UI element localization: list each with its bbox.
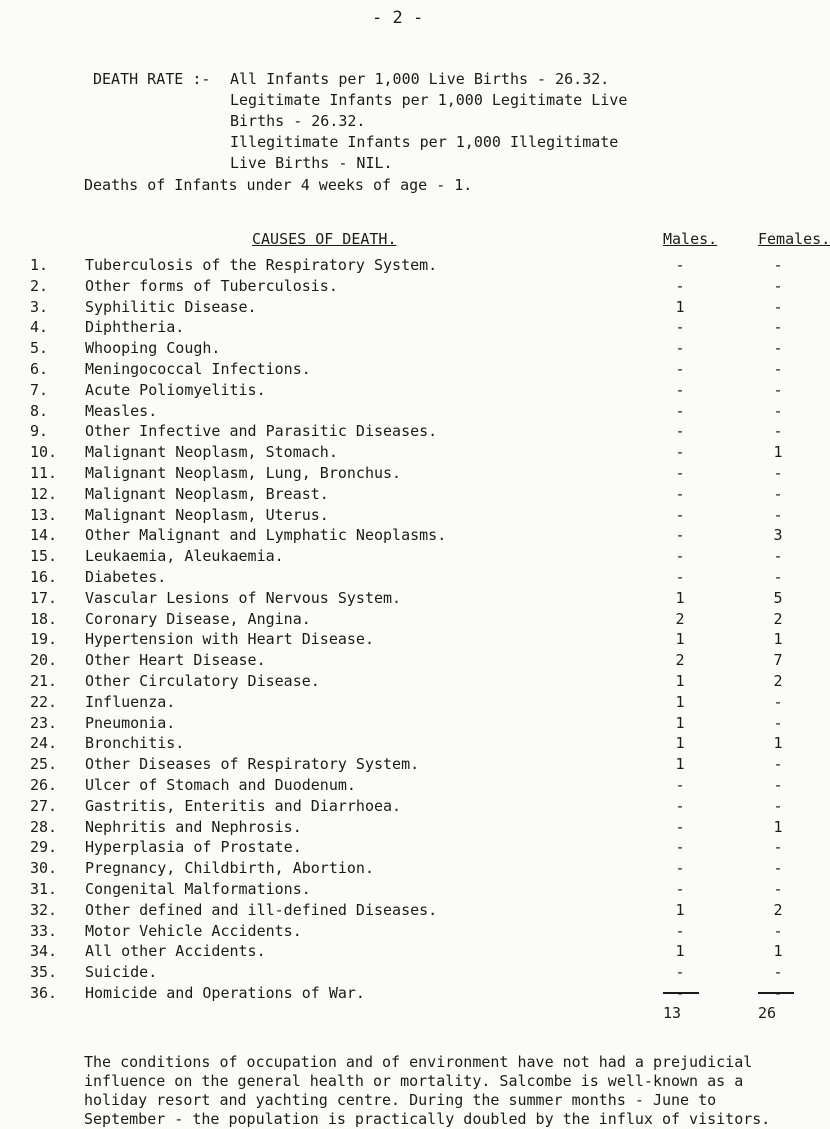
cause-name: Meningococcal Infections. [85,360,311,378]
death-rate-label: DEATH RATE :- [93,70,211,88]
cause-name: Tuberculosis of the Respiratory System. [85,256,438,274]
males-count: 1 [675,588,685,607]
cause-row [0,506,800,526]
cause-name: Vascular Lesions of Nervous System. [85,588,402,607]
females-count: 2 [773,609,783,628]
cause-row [0,963,800,983]
females-count: - [773,859,783,878]
cause-row [0,443,800,463]
females-count: - [773,776,783,794]
cause-row [0,651,800,671]
females-count: - [773,484,783,503]
cause-number: 28. [30,817,58,836]
death-rate-line: Live Births - NIL. [230,154,393,172]
cause-name: Coronary Disease, Angina. [85,609,311,628]
cause-row [0,922,800,942]
females-count: - [773,464,783,482]
females-count: 1 [773,817,783,836]
cause-number: 16. [30,568,58,586]
cause-number: 29. [30,838,58,857]
females-count: - [773,505,783,524]
females-count: - [773,692,783,711]
causes-of-death-title: CAUSES OF DEATH. [252,230,397,248]
males-count: - [675,360,685,378]
cause-row [0,589,800,609]
males-count: - [675,547,685,566]
females-count: - [773,422,783,441]
females-count: 7 [773,651,783,670]
males-count: - [675,838,685,857]
males-count: - [675,776,685,794]
females-count: - [773,547,783,566]
females-count: 3 [773,526,783,545]
cause-number: 17. [30,588,58,607]
cause-name: Other Diseases of Respiratory System. [85,755,420,774]
cause-row [0,381,800,401]
cause-name: All other Accidents. [85,942,266,961]
death-rate-line: Births - 26.32. [230,112,366,130]
males-count: - [675,859,685,878]
cause-name: Diabetes. [85,568,167,586]
cause-row [0,256,800,276]
cause-row [0,672,800,692]
cause-row [0,277,800,297]
cause-number: 18. [30,609,58,628]
cause-number: 23. [30,713,58,732]
cause-name: Diphtheria. [85,318,185,337]
males-count: - [675,443,685,462]
females-total-rule [758,992,794,994]
females-count: 1 [773,630,783,649]
males-count: - [675,921,685,940]
females-total: 26 [758,1004,777,1022]
males-count: - [675,880,685,898]
cause-row [0,630,800,650]
cause-row [0,464,800,484]
cause-name: Pneumonia. [85,713,176,732]
cause-number: 33. [30,921,58,940]
cause-number: 32. [30,900,58,919]
males-count: - [675,276,685,295]
cause-number: 30. [30,859,58,878]
cause-row [0,693,800,713]
females-count: - [773,880,783,898]
males-count: 1 [675,900,685,919]
females-count: 2 [773,672,783,690]
males-total-rule [663,992,699,994]
cause-row [0,797,800,817]
females-count: - [773,339,783,358]
cause-row [0,568,800,588]
males-count: 1 [675,713,685,732]
cause-row [0,776,800,796]
females-count: 1 [773,734,783,753]
males-count: - [675,505,685,524]
cause-name: Other Heart Disease. [85,651,266,670]
death-rate-line: All Infants per 1,000 Live Births - 26.32. [230,70,610,88]
cause-number: 4. [30,318,49,337]
cause-number: 14. [30,526,58,545]
death-rate-line: Legitimate Infants per 1,000 Legitimate Live [230,91,628,109]
cause-number: 13. [30,505,58,524]
males-count: - [675,526,685,545]
females-count: - [773,713,783,732]
females-count: - [773,401,783,420]
cause-name: Malignant Neoplasm, Breast. [85,484,329,503]
death-rate-line: Illegitimate Infants per 1,000 Illegitimate [230,133,619,151]
cause-name: Congenital Malformations. [85,880,311,898]
females-column-header: Females. [758,230,830,248]
males-count: - [675,796,685,815]
females-count: - [773,256,783,274]
cause-name: Other forms of Tuberculosis. [85,276,338,295]
males-count: - [675,963,685,982]
cause-name: Syphilitic Disease. [85,297,257,316]
cause-number: 12. [30,484,58,503]
cause-number: 31. [30,880,58,898]
males-count: 1 [675,672,685,690]
cause-row [0,984,800,1004]
cause-row [0,298,800,318]
males-count: 1 [675,630,685,649]
cause-name: Whooping Cough. [85,339,221,358]
males-count: - [675,568,685,586]
females-count: - [773,755,783,774]
cause-row [0,526,800,546]
cause-number: 35. [30,963,58,982]
females-count: - [773,276,783,295]
males-count: 1 [675,755,685,774]
cause-number: 25. [30,755,58,774]
males-column-header: Males. [663,230,718,248]
cause-name: Suicide. [85,963,158,982]
males-count: - [675,401,685,420]
cause-row [0,880,800,900]
cause-name: Hypertension with Heart Disease. [85,630,374,649]
males-count: 1 [675,297,685,316]
cause-row [0,942,800,962]
cause-row [0,485,800,505]
cause-row [0,339,800,359]
cause-number: 10. [30,443,58,462]
females-count: 2 [773,900,783,919]
males-count: 1 [675,734,685,753]
infant-deaths-under-4-weeks: Deaths of Infants under 4 weeks of age - 1. [84,176,473,194]
cause-number: 24. [30,734,58,753]
females-count: - [773,360,783,378]
cause-number: 5. [30,339,49,358]
males-count: - [675,256,685,274]
cause-row [0,360,800,380]
cause-row [0,610,800,630]
cause-number: 9. [30,422,49,441]
cause-number: 34. [30,942,58,961]
males-count: - [675,422,685,441]
cause-number: 27. [30,796,58,815]
cause-number: 2. [30,276,49,295]
cause-number: 36. [30,984,58,1002]
females-count: - [773,796,783,815]
cause-name: Influenza. [85,692,176,711]
males-total: 13 [663,1004,682,1022]
cause-row [0,818,800,838]
cause-row [0,901,800,921]
females-count: 1 [773,942,783,961]
males-count: - [675,339,685,358]
cause-name: Other defined and ill-defined Diseases. [85,900,438,919]
cause-row [0,734,800,754]
females-count: - [773,297,783,316]
cause-number: 26. [30,776,58,794]
males-count: - [675,380,685,399]
cause-name: Motor Vehicle Accidents. [85,921,302,940]
cause-number: 20. [30,651,58,670]
cause-row [0,838,800,858]
cause-number: 19. [30,630,58,649]
cause-row [0,755,800,775]
males-count: - [675,817,685,836]
cause-number: 3. [30,297,49,316]
cause-row [0,402,800,422]
cause-row [0,422,800,442]
males-count: - [675,464,685,482]
females-count: - [773,568,783,586]
cause-row [0,859,800,879]
cause-name: Hyperplasia of Prostate. [85,838,302,857]
males-count: 2 [675,651,685,670]
males-count: 1 [675,942,685,961]
cause-name: Malignant Neoplasm, Lung, Bronchus. [85,464,402,482]
cause-name: Pregnancy, Childbirth, Abortion. [85,859,374,878]
cause-name: Malignant Neoplasm, Stomach. [85,443,338,462]
males-count: 2 [675,609,685,628]
cause-name: Nephritis and Nephrosis. [85,817,302,836]
cause-name: Other Circulatory Disease. [85,672,320,690]
cause-row [0,714,800,734]
cause-name: Bronchitis. [85,734,185,753]
cause-name: Other Malignant and Lymphatic Neoplasms. [85,526,447,545]
males-count: 1 [675,692,685,711]
cause-number: 15. [30,547,58,566]
cause-row [0,547,800,567]
cause-number: 21. [30,672,58,690]
cause-number: 8. [30,401,49,420]
females-count: - [773,380,783,399]
cause-name: Measles. [85,401,158,420]
cause-name: Homicide and Operations of War. [85,984,365,1002]
cause-number: 7. [30,380,49,399]
cause-name: Ulcer of Stomach and Duodenum. [85,776,356,794]
females-count: - [773,838,783,857]
cause-row [0,318,800,338]
cause-name: Malignant Neoplasm, Uterus. [85,505,329,524]
females-count: 1 [773,443,783,462]
cause-name: Other Infective and Parasitic Diseases. [85,422,438,441]
cause-number: 22. [30,692,58,711]
cause-number: 6. [30,360,49,378]
females-count: - [773,318,783,337]
males-count: - [675,484,685,503]
cause-name: Leukaemia, Aleukaemia. [85,547,284,566]
cause-name: Gastritis, Enteritis and Diarrhoea. [85,796,402,815]
page-number: - 2 - [372,8,424,28]
cause-number: 11. [30,464,58,482]
environment-paragraph: The conditions of occupation and of environment have not had a prejudicial influence on the general health or mortality. Salcombe is well-known as a holiday resort and yachting centre. During the summer months - June to September - the population is practically doubled by the influx of visitors. [84,1053,771,1128]
cause-number: 1. [30,256,49,274]
females-count: - [773,921,783,940]
males-count: - [675,318,685,337]
females-count: 5 [773,588,783,607]
cause-name: Acute Poliomyelitis. [85,380,266,399]
females-count: - [773,963,783,982]
